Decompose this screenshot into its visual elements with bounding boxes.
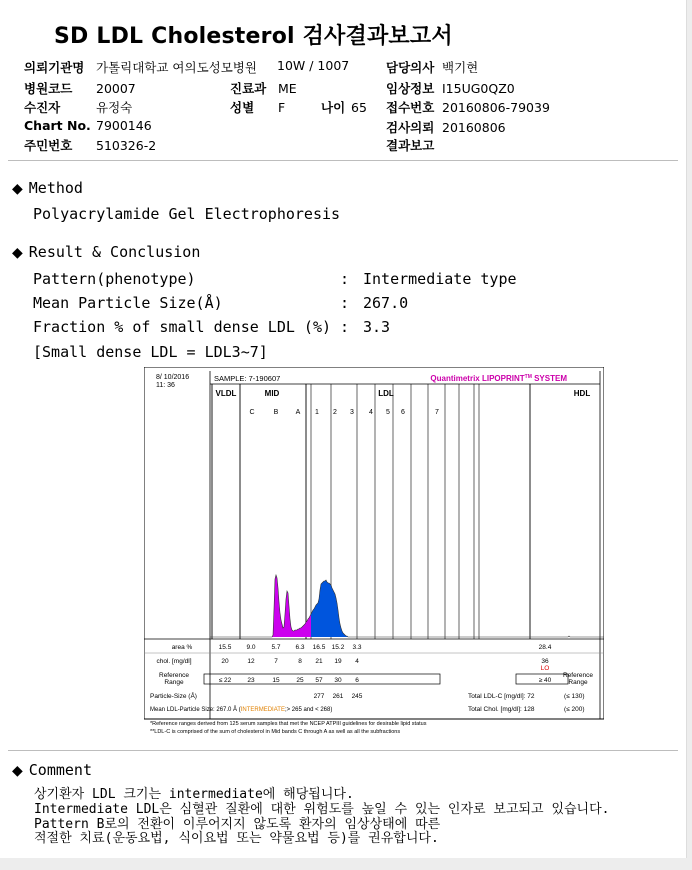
band-label: 2 <box>333 409 337 416</box>
comment-line: 상기환자 LDL 크기는 intermediate에 해당됩니다. <box>34 787 354 802</box>
sex-label: 성별 <box>230 100 255 115</box>
particle-size-label: Mean Particle Size(Å) <box>33 294 223 312</box>
particle-size-value: 267.0 <box>363 294 409 312</box>
clinical-row <box>386 79 515 97</box>
total-chol-label: Total Chol. [mg/dl]: 128 <box>468 706 535 713</box>
diamond-bullet-icon: ◆ <box>12 181 23 197</box>
header-divider <box>8 160 678 161</box>
area-cell: 16.5 <box>312 644 326 651</box>
area-cell: 3.3 <box>352 644 362 651</box>
result-heading-text: Result & Conclusion <box>28 243 201 261</box>
group-label: VLDL <box>215 389 237 398</box>
comment-heading <box>12 761 92 779</box>
reference-cell: 6 <box>355 677 359 684</box>
doctor-label: 담당의사 <box>386 60 435 75</box>
sex-value: F <box>278 100 286 115</box>
pattern-sep: : <box>340 270 350 288</box>
report-label: 결과보고 <box>386 138 435 153</box>
chol-cell: 7 <box>274 658 278 665</box>
doctor-value: 백기현 <box>442 60 479 75</box>
age-value: 65 <box>351 100 367 115</box>
pattern-value: Intermediate type <box>363 270 517 288</box>
report-title: SD LDL Cholesterol 검사결과보고서 <box>54 24 453 49</box>
chart-no-row <box>24 118 152 133</box>
patient-row <box>24 98 132 116</box>
report-row <box>386 136 442 154</box>
reference-cell: ≤ 22 <box>218 677 232 684</box>
reference-cell: 25 <box>296 677 304 684</box>
group-label: HDL <box>573 389 591 398</box>
chart-time: 11: 36 <box>156 382 175 389</box>
chart-no-value: 7900146 <box>96 118 152 133</box>
row-label-reference: Reference <box>159 672 189 679</box>
comment-divider <box>8 750 678 751</box>
hospital-value: 가톨릭대학교 여의도성모병원 <box>96 60 257 75</box>
band-label: 7 <box>435 409 439 416</box>
mean-size-line: Mean LDL-Particle Size: 267.0 Å (INTERMEDIATE;> 265 and < 268) <box>150 707 333 713</box>
chol-cell: 4 <box>355 658 359 665</box>
total-ldl-label: Total LDL-C [mg/dl]: 72 <box>468 693 535 700</box>
area-cell: 9.0 <box>246 644 256 651</box>
request-row <box>386 118 506 136</box>
method-heading <box>12 179 83 197</box>
patient-value: 유정숙 <box>96 100 133 115</box>
total-ldl-ref: (≤ 130) <box>564 693 585 700</box>
fraction-sep: : <box>340 318 350 336</box>
chart-sample: SAMPLE: 7-190607 <box>214 374 281 383</box>
band-label: 4 <box>369 409 373 416</box>
reference-cell: 15 <box>272 677 280 684</box>
receipt-value: 20160806-79039 <box>442 100 550 115</box>
comment-line: 적절한 치료(운동요법, 식이요법 또는 약물요법 등)를 권유합니다. <box>34 831 439 846</box>
particle-size-label: Particle-Size (Å) <box>150 693 197 700</box>
area-cell: 15.2 <box>331 644 345 651</box>
method-text: Polyacrylamide Gel Electrophoresis <box>33 205 341 223</box>
row-label-chol: chol. [mg/dl] <box>156 658 192 665</box>
area-cell: 28.4 <box>538 644 552 651</box>
lipoprint-chart <box>144 367 604 737</box>
clinical-value: I15UG0QZ0 <box>442 81 515 96</box>
hospital-code-value: 20007 <box>96 81 136 96</box>
area-cell: 15.5 <box>218 644 232 651</box>
request-value: 20160806 <box>442 120 506 135</box>
group-label: MID <box>264 389 280 398</box>
total-chol-ref: (≤ 200) <box>564 706 585 713</box>
hospital-code-row <box>24 79 136 97</box>
fraction-label: Fraction % of small dense LDL (%) <box>33 318 332 336</box>
reference-cell: 57 <box>315 677 323 684</box>
rrn-row <box>24 136 156 154</box>
pattern-label: Pattern(phenotype) <box>33 270 196 288</box>
doctor-row <box>386 58 478 76</box>
particle-size-cell: 261 <box>332 693 344 700</box>
area-cell: 5.7 <box>271 644 281 651</box>
right-reference-label: Reference <box>563 672 593 679</box>
footnote-1: *Reference ranges derived from 125 serum samples that met the NCEP ATPIII guidelines for desirable lipid status <box>150 721 427 727</box>
right-range-label: Range <box>568 679 588 686</box>
chart-date: 8/ 10/2016 <box>156 374 190 381</box>
receipt-row <box>386 98 550 116</box>
band-label: B <box>273 409 279 416</box>
reference-cell: 23 <box>247 677 255 684</box>
comment-line: Intermediate LDL은 심혈관 질환에 대한 위험도를 높일 수 있는 인자로 보고되고 있습니다. <box>34 802 610 817</box>
hdl-low-flag: LO <box>540 665 550 672</box>
dept-value: ME <box>278 81 297 96</box>
band-label: 6 <box>401 409 405 416</box>
particle-size-cell: 245 <box>351 693 363 700</box>
reference-cell: 30 <box>334 677 342 684</box>
chart-no-label: Chart No. <box>24 118 91 133</box>
comment-line: Pattern B로의 전환이 이루어지지 않도록 환자의 임상상태에 따른 <box>34 817 441 832</box>
chol-cell: 12 <box>247 658 255 665</box>
clinical-label: 임상정보 <box>386 81 435 96</box>
chol-cell: 36 <box>541 658 549 665</box>
request-label: 검사의뢰 <box>386 120 435 135</box>
area-cell: 6.3 <box>295 644 305 651</box>
chol-cell: 19 <box>334 658 342 665</box>
group-label: LDL <box>378 389 394 398</box>
ward-value: 10W / 1007 <box>277 58 350 73</box>
diamond-bullet-icon: ◆ <box>12 245 23 261</box>
band-label: 5 <box>386 409 390 416</box>
lipoprint-logo: Quantimetrix LIPOPRINT™ SYSTEM <box>430 374 567 383</box>
rrn-label: 주민번호 <box>24 138 73 153</box>
chart-frame <box>144 367 604 719</box>
rrn-value: 510326-2 <box>96 138 157 153</box>
row-label-area: area % <box>171 644 193 651</box>
band-label: A <box>295 409 301 416</box>
band-label: 1 <box>315 409 319 416</box>
dept-row <box>230 79 297 97</box>
diamond-bullet-icon: ◆ <box>12 763 23 779</box>
receipt-label: 접수번호 <box>386 100 435 115</box>
band-label: C <box>249 409 255 416</box>
comment-heading-text: Comment <box>28 761 92 779</box>
row-label-range: Range <box>164 679 184 686</box>
fraction-value: 3.3 <box>363 318 391 336</box>
particle-size-cell: 277 <box>313 693 325 700</box>
chol-cell: 20 <box>221 658 229 665</box>
dept-label: 진료과 <box>230 81 267 96</box>
sex-row <box>230 98 285 116</box>
result-heading <box>12 243 200 261</box>
hospital-row <box>24 58 257 76</box>
method-heading-text: Method <box>28 179 83 197</box>
chol-cell: 21 <box>315 658 323 665</box>
hospital-label: 의뢰기관명 <box>24 60 85 75</box>
hospital-code-label: 병원코드 <box>24 81 73 96</box>
small-dense-note: [Small dense LDL = LDL3~7] <box>33 343 268 361</box>
band-label: 3 <box>350 409 354 416</box>
chol-cell: 8 <box>298 658 302 665</box>
age-label: 나이 <box>321 100 346 115</box>
footnote-2: **LDL-C is comprised of the sum of cholesterol in Mid bands C through A as well as all the subfractions <box>150 729 401 735</box>
age-row <box>321 98 367 116</box>
patient-label: 수진자 <box>24 100 61 115</box>
reference-cell: ≥ 40 <box>538 677 552 684</box>
particle-size-sep: : <box>340 294 350 312</box>
